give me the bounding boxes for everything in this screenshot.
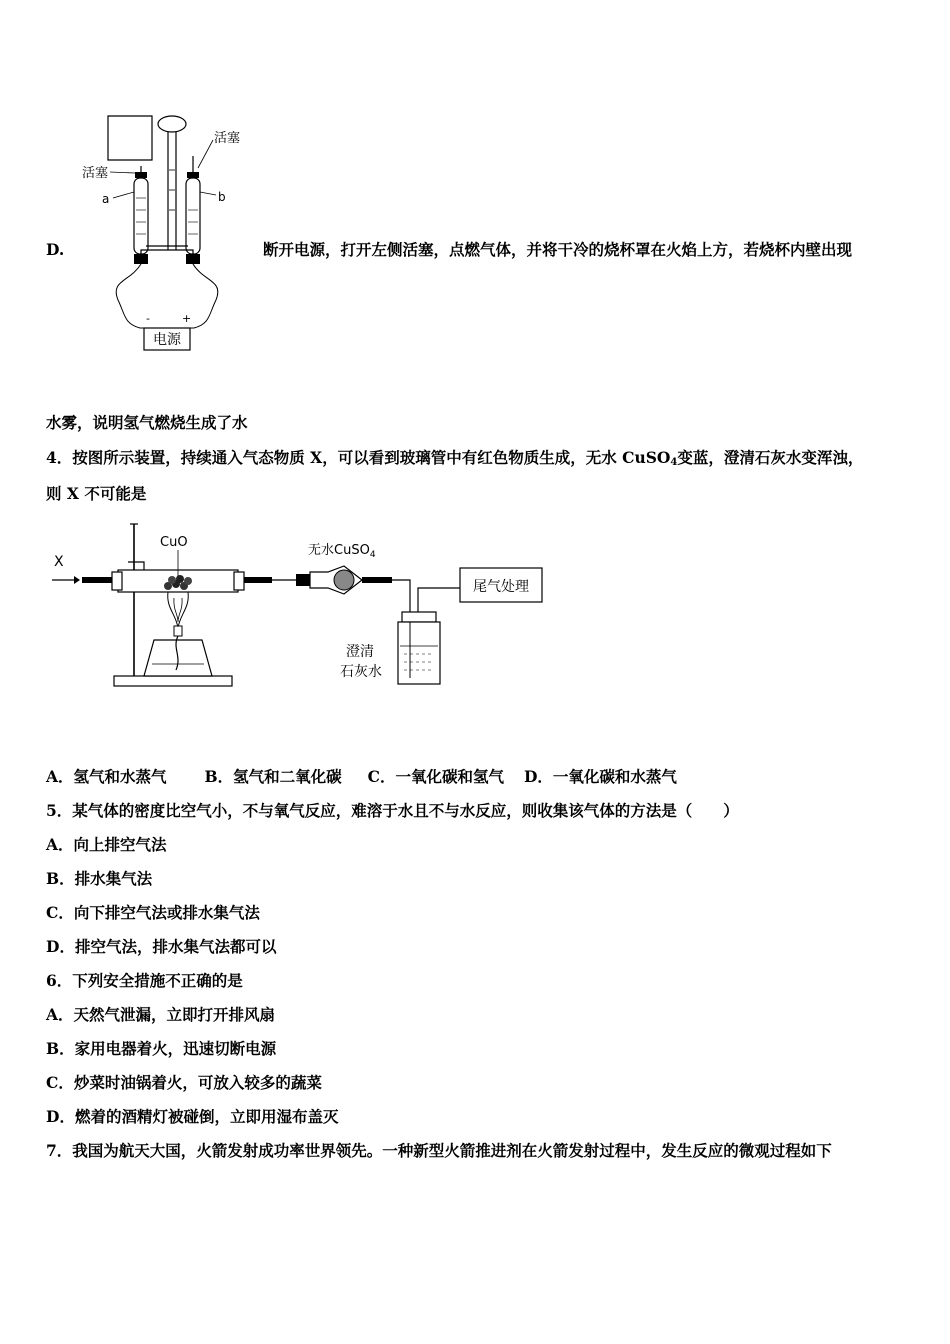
cuo-reduction-apparatus-figure — [48, 518, 548, 693]
funnel-bulb — [158, 116, 186, 132]
limewater-bottle — [398, 622, 440, 684]
tube-a-label: a — [102, 192, 110, 206]
electrolysis-apparatus-figure — [80, 110, 260, 360]
limewater-label-2: 石灰水 — [340, 664, 382, 680]
q3-option-d-text-1: 断开电源，打开左侧活塞，点燃气体，并将干冷的烧杯罩在火焰上方，若烧杯内壁出现 — [263, 240, 853, 259]
electrode-left — [134, 254, 148, 264]
q4-stem-line-2: 则 X 不可能是 — [46, 484, 147, 503]
tail-gas-label: 尾气处理 — [473, 579, 529, 595]
q6-stem: 6．下列安全措施不正确的是 — [46, 971, 243, 990]
tube-b-shape — [186, 178, 200, 254]
electrode-right — [186, 254, 200, 264]
limewater-label-1: 澄清 — [346, 644, 374, 660]
q3-option-d-label: D. — [46, 240, 65, 259]
q5-stem: 5．某气体的密度比空气小，不与氧气反应，难溶于水且不与水反应，则收集该气体的方法是（ ） — [46, 801, 739, 820]
q6-option-d[interactable]: D．燃着的酒精灯被碰倒，立即用湿布盖灭 — [46, 1107, 339, 1126]
q4-option-d[interactable]: D．一氧化碳和水蒸气 — [523, 767, 677, 786]
cuo-label: CuO — [160, 535, 188, 550]
minus-sign: - — [146, 312, 150, 325]
power-label: 电源 — [153, 332, 181, 348]
cuso4-label: 无水CuSO$_4$ — [308, 543, 376, 560]
q4-option-b[interactable]: B．氢气和二氧化碳 — [204, 767, 342, 786]
q7-stem: 7．我国为航天大国，火箭发射成功率世界领先。一种新型火箭推进剂在火箭发射过程中，发生反应的微观过程如下 — [46, 1141, 832, 1160]
q5-option-a[interactable]: A．向上排空气法 — [46, 835, 167, 854]
stand-base — [114, 676, 232, 686]
q4-option-a[interactable]: A．氢气和水蒸气 — [46, 767, 167, 786]
valve-left-label: 活塞 — [82, 166, 109, 181]
tube-a-shape — [134, 178, 148, 254]
q4-option-c[interactable]: C．一氧化碳和氢气 — [367, 767, 504, 786]
plus-sign: + — [182, 312, 192, 325]
q6-option-b[interactable]: B．家用电器着火，迅速切断电源 — [46, 1039, 277, 1058]
beaker-shape — [108, 116, 152, 160]
q6-option-a[interactable]: A．天然气泄漏，立即打开排风扇 — [46, 1005, 276, 1024]
q6-option-c[interactable]: C．炒菜时油锅着火，可放入较多的蔬菜 — [46, 1073, 322, 1092]
q5-option-d[interactable]: D．排空气法，排水集气法都可以 — [46, 937, 277, 956]
tube-b-label: b — [218, 190, 226, 204]
q5-option-b[interactable]: B．排水集气法 — [46, 869, 153, 888]
q5-option-c[interactable]: C．向下排空气法或排水集气法 — [46, 903, 260, 922]
valve-right-label: 活塞 — [214, 131, 241, 146]
q4-options — [46, 767, 677, 787]
q4-stem-line-1: 4．按图所示装置，持续通入气态物质 X，可以看到玻璃管中有红色物质生成，无水 CuSO$_4$变蓝，澄清石灰水变浑浊， — [46, 448, 864, 468]
q3-option-d-text-2: 水雾，说明氢气燃烧生成了水 — [46, 413, 248, 432]
x-label: X — [54, 554, 64, 570]
